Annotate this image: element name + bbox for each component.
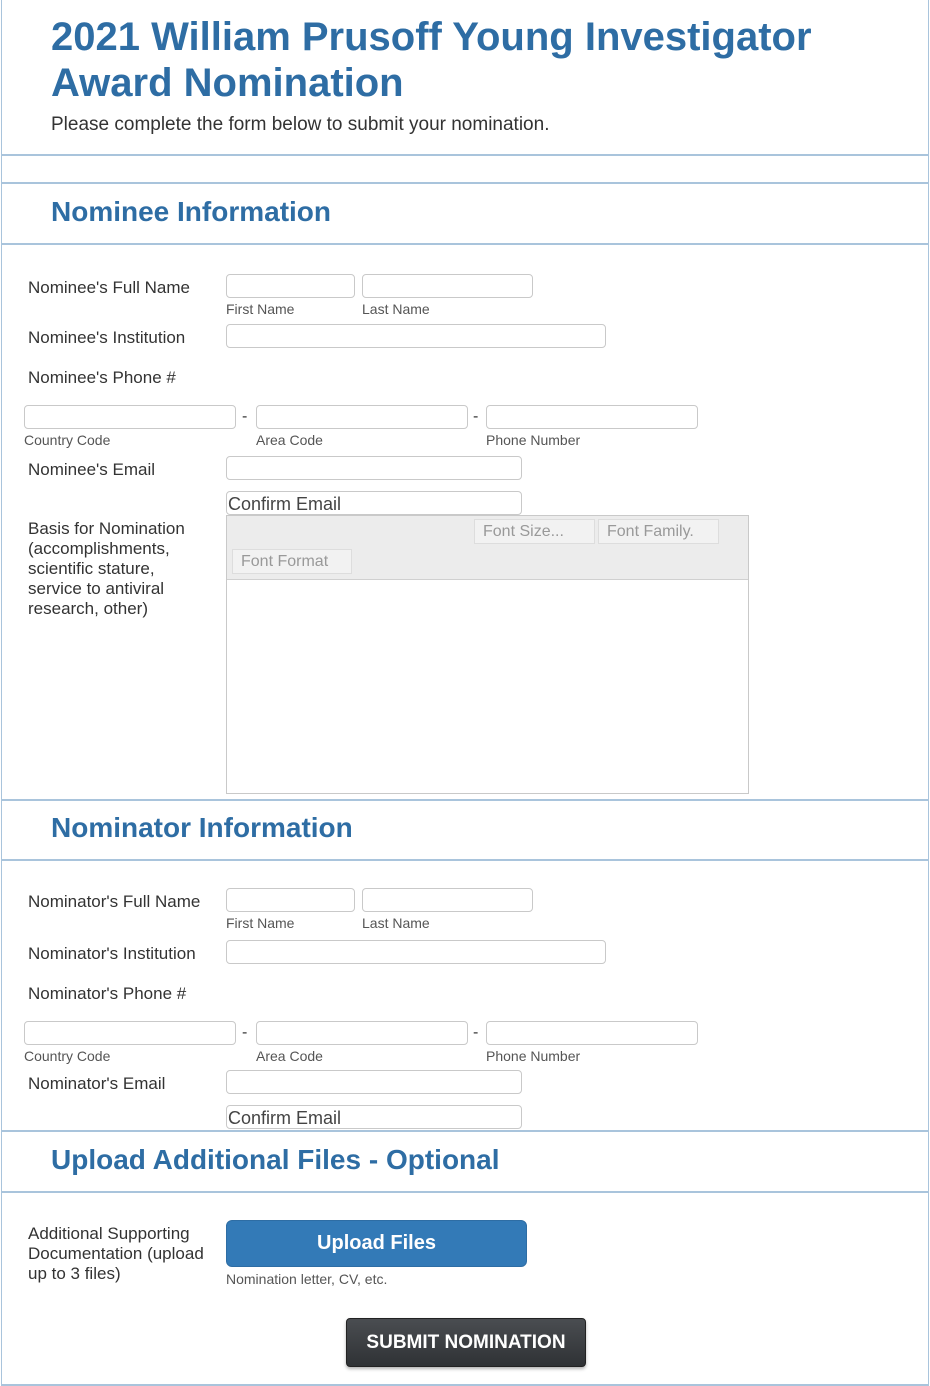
nominator-confirm-email-input[interactable]: Confirm Email xyxy=(226,1105,522,1129)
dash: - xyxy=(473,1024,479,1041)
font-size-dropdown[interactable]: Font Size... xyxy=(474,519,595,544)
nominee-heading: Nominee Information xyxy=(51,196,332,227)
nominee-confirm-email-input[interactable]: Confirm Email xyxy=(226,491,522,515)
nominee-institution-label: Nominee's Institution xyxy=(28,328,186,347)
nominee-first-name-input[interactable] xyxy=(226,274,355,298)
nominator-area-code-input[interactable] xyxy=(256,1021,468,1045)
upload-hint: Nomination letter, CV, etc. xyxy=(226,1271,388,1287)
last-name-hint: Last Name xyxy=(362,915,430,931)
nominator-last-name-input[interactable] xyxy=(362,888,533,912)
upload-label: Additional Supporting Documentation (upload up to 3 files) xyxy=(28,1224,204,1283)
upload-heading: Upload Additional Files - Optional xyxy=(51,1144,500,1175)
country-code-hint: Country Code xyxy=(24,432,111,448)
nominator-email-label: Nominator's Email xyxy=(28,1074,166,1093)
editor-toolbar xyxy=(227,516,748,580)
nominee-phone-label: Nominee's Phone # xyxy=(28,368,176,387)
nominator-phone-label: Nominator's Phone # xyxy=(28,984,187,1003)
area-code-hint: Area Code xyxy=(256,432,323,448)
page-subtitle: Please complete the form below to submit your nomination. xyxy=(51,114,550,135)
nominator-phone-number-input[interactable] xyxy=(486,1021,698,1045)
divider xyxy=(1,1130,929,1132)
nominator-section xyxy=(0,614,930,1128)
upload-files-button[interactable]: Upload Files xyxy=(226,1220,527,1267)
nominee-full-name-label: Nominee's Full Name xyxy=(28,278,190,297)
nominee-area-code-input[interactable] xyxy=(256,405,468,429)
area-code-hint: Area Code xyxy=(256,1048,323,1064)
phone-number-hint: Phone Number xyxy=(486,432,581,448)
dash: - xyxy=(242,408,248,425)
nominator-institution-label: Nominator's Institution xyxy=(28,944,196,963)
font-family-dropdown[interactable]: Font Family. xyxy=(598,519,719,544)
dash: - xyxy=(242,1024,248,1041)
divider xyxy=(1,1191,929,1193)
nominee-email-input[interactable] xyxy=(226,456,522,480)
nominee-country-code-input[interactable] xyxy=(24,405,236,429)
phone-number-hint: Phone Number xyxy=(486,1048,581,1064)
nominee-section xyxy=(0,0,930,514)
nominator-email-input[interactable] xyxy=(226,1070,522,1094)
first-name-hint: First Name xyxy=(226,301,295,317)
nominator-institution-input[interactable] xyxy=(226,940,606,964)
page-title: 2021 William Prusoff Young Investigator Award Nomination xyxy=(51,15,812,105)
nominator-first-name-input[interactable] xyxy=(226,888,355,912)
nominee-last-name-input[interactable] xyxy=(362,274,533,298)
dash: - xyxy=(473,408,479,425)
submit-nomination-button[interactable]: SUBMIT NOMINATION xyxy=(346,1318,586,1367)
nominator-country-code-input[interactable] xyxy=(24,1021,236,1045)
font-format-dropdown[interactable]: Font Format xyxy=(232,549,352,574)
nominator-heading: Nominator Information xyxy=(51,812,353,843)
basis-label: Basis for Nomination (accomplishments, scientific stature, service to antiviral research, other) xyxy=(28,519,185,618)
nominee-institution-input[interactable] xyxy=(226,324,606,348)
last-name-hint: Last Name xyxy=(362,301,430,317)
nominee-email-label: Nominee's Email xyxy=(28,460,156,479)
first-name-hint: First Name xyxy=(226,915,295,931)
nominator-full-name-label: Nominator's Full Name xyxy=(28,892,201,911)
country-code-hint: Country Code xyxy=(24,1048,111,1064)
nominee-phone-number-input[interactable] xyxy=(486,405,698,429)
